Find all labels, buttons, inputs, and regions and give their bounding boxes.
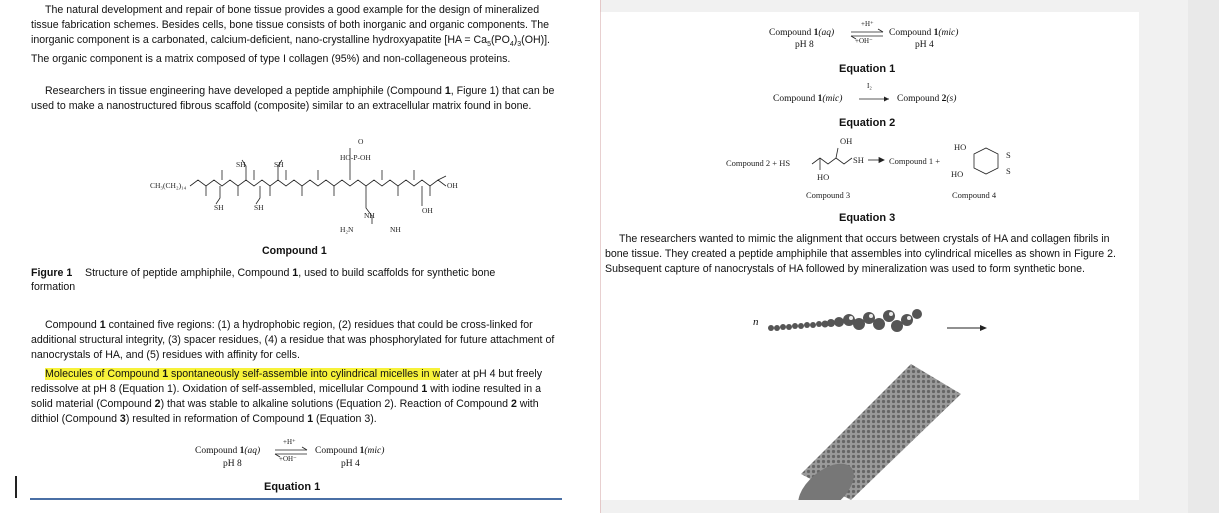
svg-text:OH: OH	[840, 136, 853, 146]
svg-text:CH₃(CH₂)₁₄: CH₃(CH₂)₁₄	[150, 181, 187, 190]
n-label: n	[753, 316, 759, 328]
svg-text:SH: SH	[214, 203, 224, 212]
page-bottom-rule	[30, 498, 562, 500]
svg-text:NH: NH	[390, 225, 401, 234]
figure-2-micelle-cylinder	[791, 354, 991, 500]
equation-1-label-left: Equation 1	[264, 481, 321, 493]
svg-text:S: S	[1006, 150, 1011, 160]
svg-text:HO: HO	[954, 142, 967, 152]
svg-text:SH: SH	[236, 160, 246, 169]
svg-text:SH: SH	[274, 160, 284, 169]
svg-text:SH: SH	[254, 203, 264, 212]
svg-text:NH: NH	[364, 211, 375, 220]
svg-text:S: S	[1006, 166, 1011, 176]
svg-text:HO-P-OH: HO-P-OH	[340, 153, 371, 162]
compound-1-label: Compound 1	[262, 245, 327, 257]
left-page	[0, 0, 601, 513]
equation-2-label: Equation 2	[839, 117, 896, 129]
svg-text:HO: HO	[951, 169, 964, 179]
svg-text:Compound 3: Compound 3	[806, 190, 851, 200]
scroll-gutter[interactable]	[1188, 0, 1219, 513]
svg-text:OH: OH	[447, 181, 458, 190]
compound-1-structure	[150, 136, 480, 240]
text-cursor	[15, 476, 17, 498]
equation-1: Compound 1(aq) pH 8 +H⁺ +OH⁻ Compound 1(mic) pH 4	[769, 20, 959, 50]
svg-text:O: O	[358, 137, 364, 146]
svg-text:H₂N: H₂N	[340, 225, 354, 234]
equation-3-label: Equation 3	[839, 212, 896, 224]
paragraph-alignment: The researchers wanted to mimic the alignment that occurs between crystals of HA and collagen fibrils in bone tissue. They created a peptide amphiphile that assembles into cylindrical micelles as shown in Figure 2. Subsequent capture of nanocrystals of HA followed by mineralization was used to form synthetic bone.	[605, 233, 1116, 275]
paragraph-regions: Compound 1 contained five regions: (1) a hydrophobic region, (2) residues that could be cross-linked for additional structural integrity, (3) spacer residues, (4) a residue that was phosphorylated for future attachment of nanocrystals of HA, and (5) residues with affinity for cells.	[31, 319, 555, 361]
svg-text:Compound 2 + HS: Compound 2 + HS	[726, 158, 791, 168]
svg-text:Compound 4: Compound 4	[952, 190, 997, 200]
right-page	[600, 12, 1139, 500]
figure-1-caption: Figure 1 Structure of peptide amphiphile, Compound 1, used to build scaffolds for synthetic bone formation	[31, 267, 496, 293]
paragraph-intro: The natural development and repair of bone tissue provides a good example for the design of mineralized tissue fabrication schemes. Besides cells, bone tissue consists of both inorganic and organic components. The inorganic component is a carbonated, calcium-deficient, nano-crystalline hydroxyapatite $[HA = Ca_5(PO_4)_3(OH)]$. The organic component is a matrix composed of type I collagen (95%) and non-collageneous proteins.	[31, 4, 551, 66]
highlighted-text[interactable]: Molecules of Compound 1 spontaneously self-assemble into cylindrical micelles in w	[45, 368, 441, 380]
paragraph-researchers: Researchers in tissue engineering have developed a peptide amphiphile (Compound 1, Figure 1) that can be used to make a nanostructured fibrous scaffold (composite) similar to an extracellular matrix found in bone.	[31, 85, 555, 112]
equation-3	[726, 136, 1016, 202]
equation-2: Compound 1(mic) I₂ Compound 2(s)	[773, 82, 957, 104]
figure-2-amphiphile-model	[761, 300, 1001, 346]
paragraph-micelles: Molecules of Compound 1 spontaneously self-assemble into cylindrical micelles in water at pH 4 but freely redissolve at pH 8 (Equation 1). Oxidation of self-assembled, micellular Compound 1 with iodine resulted in a solid material (Compound 2) that was stable to alkaline solutions (Equation 2). Reaction of Compound 2 with dithiol (Compound 3) resulted in reformation of Compound 1 (Equation 3).	[31, 368, 542, 425]
svg-text:OH: OH	[422, 206, 433, 215]
equation-1-label: Equation 1	[839, 63, 896, 75]
svg-text:Compound 1 +: Compound 1 +	[889, 156, 941, 166]
svg-text:SH: SH	[853, 155, 864, 165]
svg-text:HO: HO	[817, 172, 830, 182]
equation-1-left: Compound 1(aq) pH 8 +H⁺ +OH⁻ Compound 1(mic) pH 4	[195, 438, 385, 469]
